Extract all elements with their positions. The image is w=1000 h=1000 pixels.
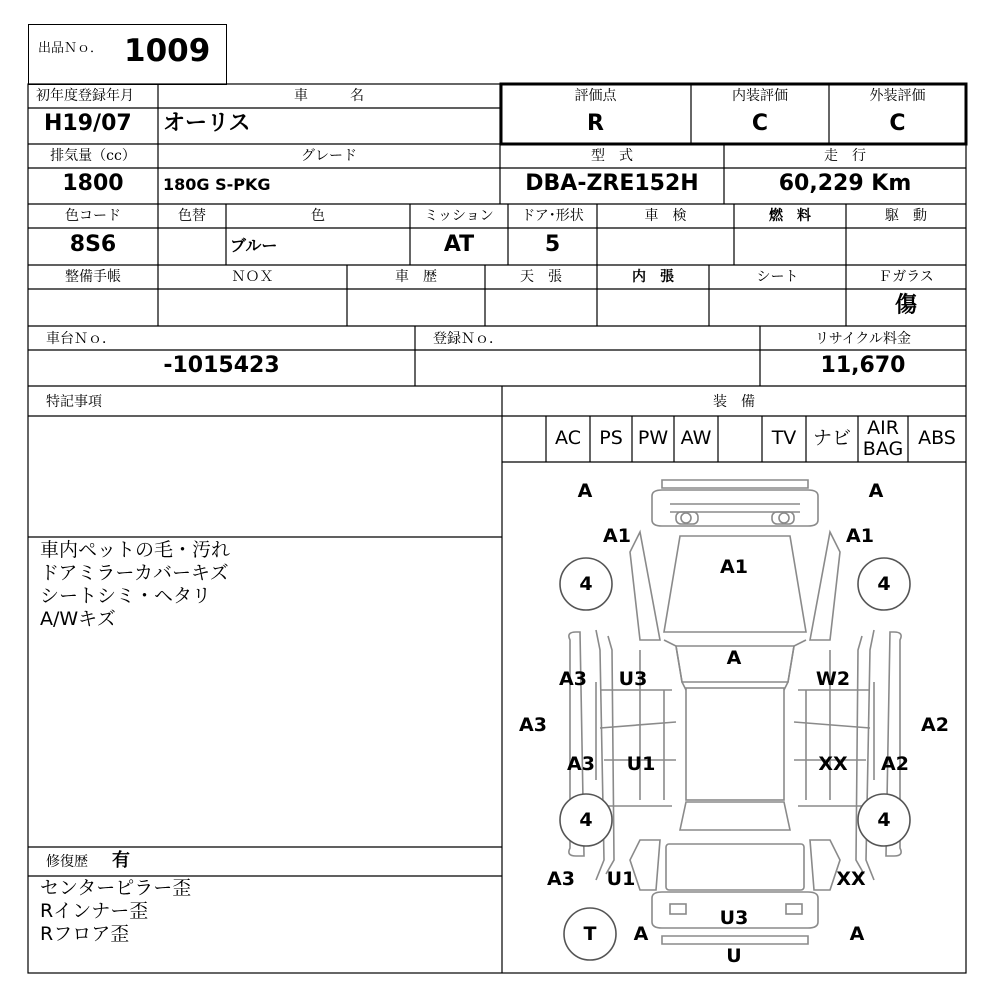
repair-line: Rフロア歪 xyxy=(40,923,130,945)
mark-hood: A1 xyxy=(720,556,748,578)
front-glass-value: 傷 xyxy=(894,293,917,318)
mark-left-step: A3 xyxy=(519,714,547,736)
first-registration-value: H19/07 xyxy=(44,111,132,136)
equipment-aw: AW xyxy=(680,427,712,449)
model-label: 型 式 xyxy=(591,148,633,164)
notes-line: ドアミラーカバーキズ xyxy=(40,562,229,584)
notes-line: A/Wキズ xyxy=(40,608,116,630)
mark-right-rear-door: XX xyxy=(818,753,848,775)
interior-grade-label: 内装評価 xyxy=(732,88,788,104)
mark-rear-left-bumper-corner: A xyxy=(633,923,649,945)
interior-grade-value: C xyxy=(751,111,769,136)
score-label: 評価点 xyxy=(574,88,617,104)
mark-front-left-bumper: A xyxy=(577,480,593,502)
color-code-value: 8S6 xyxy=(69,232,117,257)
seat-label: シート xyxy=(756,269,799,285)
mark-right-front-door: W2 xyxy=(815,668,851,690)
mark-rear-bumper: U xyxy=(726,945,742,967)
equipment-tv: TV xyxy=(771,427,797,449)
equipment-ps: PS xyxy=(599,427,623,449)
mark-roof: A xyxy=(726,647,742,669)
chassis-number-label: 車台Ｎｏ． xyxy=(46,331,116,347)
score-value: R xyxy=(587,111,604,136)
grade-label: グレード xyxy=(301,148,357,164)
repair-line: Rインナー歪 xyxy=(40,900,149,922)
lot-number-label: 出品Ｎｏ． xyxy=(38,41,104,56)
door-value: 5 xyxy=(544,232,561,257)
mark-left-front-door: U3 xyxy=(618,668,648,690)
mark-front-left-fender: A1 xyxy=(603,525,631,547)
registration-number-label: 登録Ｎｏ． xyxy=(433,331,503,347)
mark-rear-right-bumper-corner: A xyxy=(849,923,865,945)
recycle-fee-label: リサイクル料金 xyxy=(814,331,912,347)
equipment-label: 装 備 xyxy=(713,394,755,410)
car-name-value: オーリス xyxy=(163,111,251,136)
mileage-value: 60,229 Km xyxy=(778,171,912,196)
inner-trim-label: 内 張 xyxy=(632,269,674,285)
chassis-number-value: -1015423 xyxy=(163,353,280,378)
mark-front-right-wheel: 4 xyxy=(877,573,891,595)
model-value: DBA-ZRE152H xyxy=(525,171,699,196)
mark-left-front-pillar: A3 xyxy=(559,668,587,690)
maintenance-book-label: 整備手帳 xyxy=(65,269,121,285)
notes-line: 車内ペットの毛・汚れ xyxy=(40,539,231,561)
equipment-abs: ABS xyxy=(918,427,956,449)
mark-back-door: U3 xyxy=(719,907,749,929)
mission-label: ミッション xyxy=(424,208,494,224)
nox-label: ＮＯＸ xyxy=(231,269,274,285)
mark-left-quarter-panel: U1 xyxy=(606,868,636,890)
repair-history-label: 修復歴 xyxy=(46,854,88,870)
mark-left-rear-door: U1 xyxy=(626,753,656,775)
recycle-fee-value: 11,670 xyxy=(820,353,906,378)
mark-left-rear-pillar: A3 xyxy=(567,753,595,775)
exterior-grade-label: 外装評価 xyxy=(869,88,926,104)
equipment-airbag-top: AIR xyxy=(867,417,899,439)
lot-number-value: 1009 xyxy=(124,33,211,69)
headliner-label: 天 張 xyxy=(520,269,562,285)
notes-label: 特記事項 xyxy=(46,394,102,410)
displacement-label: 排気量（cc） xyxy=(50,148,136,164)
mark-right-quarter: XX xyxy=(836,868,866,890)
grade-value: 180G S-PKG xyxy=(163,175,271,194)
mark-spare-tire: T xyxy=(583,923,597,945)
mark-left-quarter: A3 xyxy=(547,868,575,890)
color-code-label: 色コード xyxy=(65,208,121,224)
equipment-ac: AC xyxy=(555,427,581,449)
mission-value: AT xyxy=(443,232,475,257)
mileage-label: 走 行 xyxy=(824,148,866,164)
equipment-airbag-bottom: BAG xyxy=(862,438,904,460)
front-glass-label: Ｆガラス xyxy=(878,269,934,285)
first-registration-label: 初年度登録年月 xyxy=(36,88,134,104)
notes-line: シートシミ・ヘタリ xyxy=(40,585,212,607)
drive-label: 駆 動 xyxy=(885,208,927,224)
repair-line: センターピラー歪 xyxy=(40,877,192,899)
mark-rear-left-wheel: 4 xyxy=(579,809,593,831)
color-value: ブルー xyxy=(230,236,278,255)
mark-front-right-bumper: A xyxy=(868,480,884,502)
mark-rear-right-wheel: 4 xyxy=(877,809,891,831)
color-label: 色 xyxy=(311,208,325,224)
color-change-label: 色替 xyxy=(178,208,206,224)
repair-history-value: 有 xyxy=(112,850,130,871)
car-name-label: 車 名 xyxy=(294,88,364,104)
mark-front-right-fender: A1 xyxy=(846,525,874,547)
equipment-navi: ナビ xyxy=(812,427,851,449)
door-label: ドア･形状 xyxy=(521,208,584,224)
equipment-pw: PW xyxy=(637,427,669,449)
fuel-label: 燃 料 xyxy=(769,208,811,224)
mark-right-rear-pillar: A2 xyxy=(881,753,909,775)
mark-front-left-wheel: 4 xyxy=(579,573,593,595)
mark-right-step: A2 xyxy=(921,714,949,736)
vehicle-history-label: 車 歴 xyxy=(395,269,437,285)
displacement-value: 1800 xyxy=(62,171,124,196)
inspection-label: 車 検 xyxy=(644,208,687,224)
exterior-grade-value: C xyxy=(889,111,906,136)
